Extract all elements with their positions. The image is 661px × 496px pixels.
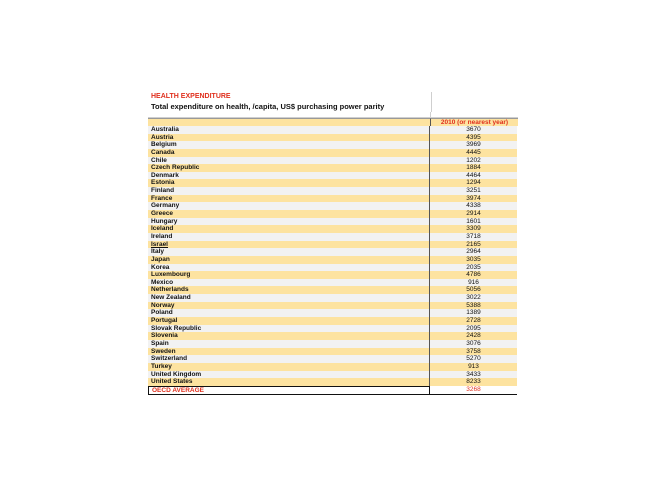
value-cell: 3969: [430, 141, 517, 149]
country-name: Hungary: [151, 217, 178, 225]
value-cell: 3718: [430, 233, 517, 241]
value-cell: 4338: [430, 202, 517, 210]
value-cell: 4445: [430, 149, 517, 157]
table-row: [148, 218, 518, 226]
value-cell: 5056: [430, 286, 517, 294]
value-cell: 3670: [430, 126, 517, 134]
table-row: [148, 179, 518, 187]
value-cell: 3433: [430, 371, 517, 379]
country-name: Ireland: [151, 232, 173, 240]
value-cell: 2964: [430, 248, 517, 256]
table-row: [148, 164, 518, 172]
country-name: Iceland: [151, 225, 174, 233]
country-cell: [148, 363, 430, 371]
country-name: Japan: [151, 255, 170, 263]
country-name: Slovenia: [151, 332, 178, 340]
country-name: United States: [151, 378, 193, 386]
oecd-average-row: [148, 386, 518, 395]
country-name: Austria: [151, 133, 174, 141]
country-cell: [148, 378, 430, 386]
value-cell: 1601: [430, 218, 517, 226]
country-cell: [148, 225, 430, 233]
country-name: Slovak Republic: [151, 324, 202, 332]
country-cell: [148, 294, 430, 302]
country-name: Mexico: [151, 278, 174, 286]
country-cell: [148, 179, 430, 187]
country-cell: [148, 371, 430, 379]
table-row: [148, 294, 518, 302]
average-value: 3268: [430, 386, 517, 395]
value-cell: 5388: [430, 302, 517, 310]
country-name: Israel: [151, 240, 168, 248]
country-name: Luxembourg: [151, 271, 191, 279]
value-cell: 2728: [430, 317, 517, 325]
table-row: [148, 363, 518, 371]
sheet-subtitle: Total expenditure on health, /capita, US$ purchasing power parity: [148, 102, 432, 112]
country-name: Canada: [151, 148, 175, 156]
table-row: [148, 378, 518, 386]
table-row: [148, 279, 518, 287]
value-cell: 2035: [430, 264, 517, 272]
country-cell: [148, 317, 430, 325]
value-cell: 2428: [430, 332, 517, 340]
country-cell: [148, 340, 430, 348]
country-cell: [148, 218, 430, 226]
country-name: France: [151, 194, 173, 202]
year-column-header: 2010 (or nearest year): [431, 118, 518, 126]
value-cell: 3974: [430, 195, 517, 203]
table-row: [148, 340, 518, 348]
country-cell: [148, 271, 430, 279]
country-cell: [148, 264, 430, 272]
country-name: Australia: [151, 126, 179, 133]
country-name: Portugal: [151, 317, 178, 325]
title-row: [148, 92, 518, 102]
value-cell: 2914: [430, 210, 517, 218]
table-row: [148, 302, 518, 310]
data-rows: [148, 126, 518, 386]
value-cell: 2165: [430, 241, 517, 249]
country-cell: [148, 210, 430, 218]
table-row: [148, 141, 518, 149]
table-row: [148, 134, 518, 142]
table-row: [148, 149, 518, 157]
spreadsheet-table: [148, 92, 518, 395]
table-row: [148, 325, 518, 333]
table-row: [148, 317, 518, 325]
value-cell: 3035: [430, 256, 517, 264]
country-name: Czech Republic: [151, 164, 200, 172]
country-cell: [148, 332, 430, 340]
country-cell: [148, 233, 430, 241]
table-row: [148, 332, 518, 340]
country-name: Sweden: [151, 347, 176, 355]
country-cell: [148, 126, 430, 134]
value-cell: 1389: [430, 309, 517, 317]
empty-header-cell: [148, 118, 431, 126]
country-cell: [148, 348, 430, 356]
value-cell: 4464: [430, 172, 517, 180]
table-row: [148, 256, 518, 264]
value-cell: 4395: [430, 134, 517, 142]
country-name: Netherlands: [151, 286, 189, 294]
country-name: Switzerland: [151, 355, 188, 363]
table-row: [148, 187, 518, 195]
sheet-title: HEALTH EXPENDITURE: [148, 92, 432, 102]
value-cell: 8233: [430, 378, 517, 386]
value-cell: 913: [430, 363, 517, 371]
table-row: [148, 248, 518, 256]
value-cell: 3309: [430, 225, 517, 233]
country-name: Spain: [151, 339, 169, 347]
table-row: [148, 233, 518, 241]
country-name: Norway: [151, 301, 175, 309]
country-cell: [148, 256, 430, 264]
value-cell: 4786: [430, 271, 517, 279]
country-name: United Kingdom: [151, 370, 202, 378]
country-name: Korea: [151, 263, 170, 271]
table-row: [148, 126, 518, 134]
subtitle-row: [148, 102, 518, 112]
table-row: [148, 157, 518, 165]
table-row: [148, 195, 518, 203]
table-row: [148, 172, 518, 180]
country-name: Greece: [151, 210, 174, 218]
table-row: [148, 371, 518, 379]
table-row: [148, 309, 518, 317]
country-cell: [148, 325, 430, 333]
empty-cell: [432, 102, 518, 112]
country-cell: [148, 202, 430, 210]
country-cell: [148, 302, 430, 310]
country-cell: [148, 157, 430, 165]
country-cell: [148, 309, 430, 317]
country-cell: [148, 355, 430, 363]
value-cell: 2095: [430, 325, 517, 333]
average-label: OECD AVERAGE: [148, 386, 430, 395]
country-cell: [148, 134, 430, 142]
table-row: [148, 264, 518, 272]
table-row: [148, 241, 518, 249]
value-cell: 3022: [430, 294, 517, 302]
country-cell: [148, 164, 430, 172]
country-cell: [148, 241, 430, 249]
value-cell: 1202: [430, 157, 517, 165]
country-name: Poland: [151, 309, 173, 317]
table-row: [148, 348, 518, 356]
country-name: Germany: [151, 202, 180, 210]
country-cell: [148, 149, 430, 157]
value-cell: 3251: [430, 187, 517, 195]
value-cell: 3758: [430, 348, 517, 356]
value-cell: 1884: [430, 164, 517, 172]
value-cell: 3076: [430, 340, 517, 348]
country-name: Denmark: [151, 171, 179, 179]
country-cell: [148, 172, 430, 180]
country-cell: [148, 195, 430, 203]
country-name: Estonia: [151, 179, 175, 187]
table-row: [148, 225, 518, 233]
table-row: [148, 271, 518, 279]
country-name: Turkey: [151, 362, 172, 370]
country-cell: [148, 187, 430, 195]
value-cell: 916: [430, 279, 517, 287]
value-cell: 1294: [430, 179, 517, 187]
country-name: Belgium: [151, 141, 177, 149]
country-cell: [148, 248, 430, 256]
value-cell: 5270: [430, 355, 517, 363]
column-header-row: [148, 118, 518, 126]
country-cell: [148, 141, 430, 149]
table-row: [148, 210, 518, 218]
table-row: [148, 355, 518, 363]
country-cell: [148, 286, 430, 294]
country-name: Finland: [151, 187, 175, 195]
table-row: [148, 286, 518, 294]
empty-cell: [432, 92, 518, 102]
country-name: Italy: [151, 248, 165, 256]
table-row: [148, 202, 518, 210]
country-cell: [148, 279, 430, 287]
country-name: New Zealand: [151, 294, 191, 302]
country-name: Chile: [151, 156, 167, 164]
